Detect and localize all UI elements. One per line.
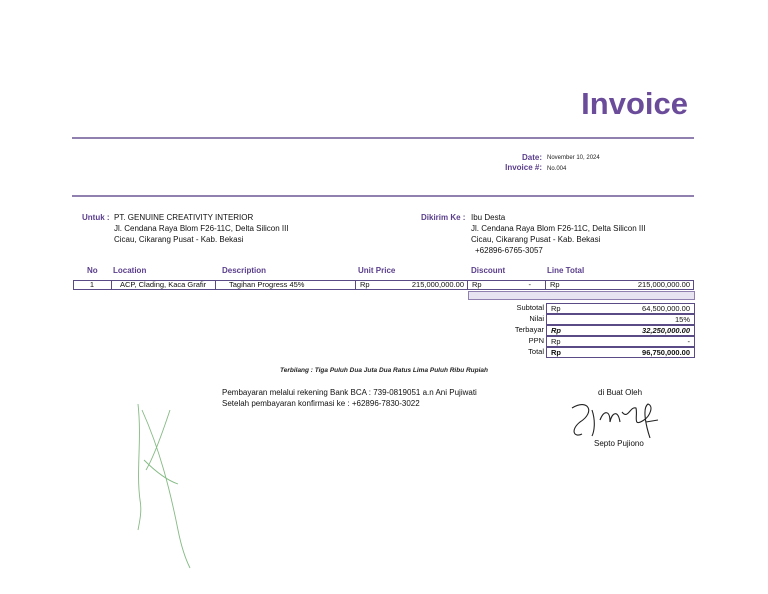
summary-terbayar-label: Terbayar [514,325,544,334]
invoice-number-label: Invoice #: [505,163,542,172]
cell-discount-box [468,280,546,290]
cell-discount: - [528,280,531,289]
cell-line-total: 215,000,000.00 [637,280,690,289]
cell-unit-price-box [356,280,468,290]
col-header-location: Location [113,266,147,275]
bill-to-line: Jl. Cendana Raya Blom F26-11C, Delta Silicon III [114,224,289,233]
signature-caption: di Buat Oleh [598,388,643,397]
ship-to-block [471,212,646,256]
summary-subtotal-box [546,303,695,314]
col-header-no: No [87,266,98,275]
ship-to-line: +62896-6765-3057 [475,246,543,255]
top-divider [72,137,694,139]
cell-unit-currency: Rp [360,280,370,289]
col-header-discount: Discount [471,266,506,275]
summary-nilai-value: 15% [674,315,690,324]
summary-currency: Rp [551,304,561,313]
summary-total-label: Total [528,347,544,356]
summary-total-value: 96,750,000.00 [642,348,690,357]
cell-no: 1 [73,280,112,290]
cell-unit-price: 215,000,000.00 [411,280,464,289]
summary-currency: Rp [551,326,561,335]
ship-to-label: Dikirim Ke : [421,213,466,222]
bill-to-line: Cicau, Cikarang Pusat - Kab. Bekasi [114,235,244,244]
date-label: Date: [521,153,542,162]
summary-nilai-box [546,314,695,325]
summary-terbayar-value: 32,250,000.00 [642,326,690,335]
col-header-unit-price: Unit Price [358,266,396,275]
cell-description: Tagihan Progress 45% [216,280,356,290]
payment-confirm-line: Setelah pembayaran konfirmasi ke : +62896-7830-3022 [222,399,420,408]
ship-to-line: Jl. Cendana Raya Blom F26-11C, Delta Silicon III [471,224,646,233]
payment-bank-line: Pembayaran melalui rekening Bank BCA : 739-0819051 a.n Ani Pujiwati [222,388,477,397]
middle-divider [72,195,694,197]
invoice-title: Invoice [581,86,688,121]
invoice-number-value: No.004 [547,166,567,172]
amount-in-words: Terbilang : Tiga Puluh Dua Juta Dua Ratus Lima Puluh Ribu Rupiah [279,367,488,374]
cell-location: ACP, Clading, Kaca Grafir [112,280,216,290]
summary-nilai-label: Nilai [529,314,544,323]
bill-to-block [114,212,289,245]
cell-line-total-box [546,280,694,290]
payment-instructions [222,387,477,409]
summary-ppn-box [546,336,695,347]
summary-total-box [546,347,695,358]
col-header-line-total: Line Total [547,266,585,275]
cell-total-currency: Rp [550,280,560,289]
summary-subtotal-label: Subtotal [516,303,544,312]
cell-discount-currency: Rp [472,280,482,289]
summary-subtotal-value: 64,500,000.00 [642,304,690,313]
signer-name: Septo Pujiono [594,439,644,448]
summary-terbayar-box [546,325,695,336]
summary-ppn-value: - [687,337,690,346]
summary-currency: Rp [551,337,561,346]
ship-to-line: Ibu Desta [471,213,506,222]
pen-scribble-mark [130,400,200,575]
col-header-description: Description [222,266,267,275]
ship-to-line: Cicau, Cikarang Pusat - Kab. Bekasi [471,235,601,244]
summary-ppn-label: PPN [528,336,544,345]
date-value: November 10, 2024 [547,155,600,161]
bill-to-label: Untuk : [82,213,110,222]
bill-to-line: PT. GENUINE CREATIVITY INTERIOR [114,213,254,222]
table-spacer-band [468,291,695,300]
summary-currency: Rp [551,348,561,357]
